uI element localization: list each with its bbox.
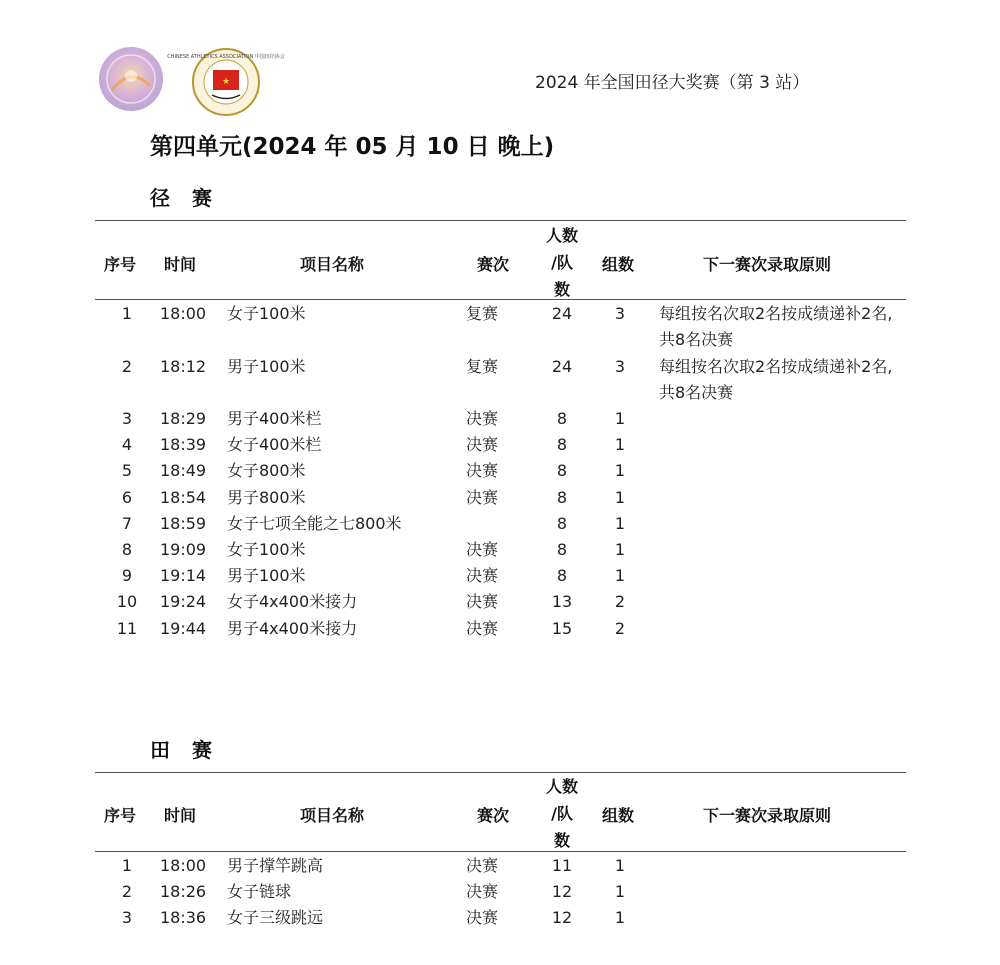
row-no: 1: [121, 856, 133, 875]
col-rule: 下一赛次录取原则: [703, 255, 832, 274]
row-round: 决赛: [466, 409, 499, 428]
row-no: 2: [121, 882, 133, 902]
col-time: 时间: [164, 255, 197, 274]
table-row: [0, 406, 1000, 432]
table-row: [0, 537, 1000, 563]
track-header-rule: [95, 299, 906, 300]
col-count-line2: /队: [551, 253, 573, 272]
row-time: 19:09: [160, 540, 207, 559]
row-groups: 1: [614, 856, 626, 875]
competition-logo: [98, 46, 164, 112]
table-row: [0, 432, 1000, 458]
row-time: 18:00: [160, 856, 207, 875]
row-round: 决赛: [466, 540, 499, 559]
row-no: 10: [116, 592, 138, 612]
row-round: 决赛: [466, 908, 499, 928]
cn-athletics-association-logo: [167, 48, 285, 116]
row-round: 决赛: [466, 461, 499, 481]
table-row: [0, 905, 1000, 931]
logo-lettering: CHINESE ATHLETICS ASSOCIATION 中国田径协会: [167, 54, 285, 60]
row-event-name: 男子撑竿跳高: [227, 856, 324, 875]
col-no: 序号: [104, 806, 137, 825]
table-row: [0, 301, 1000, 349]
row-count: 15: [551, 618, 573, 638]
row-count: 8: [556, 435, 568, 455]
col-groups: 组数: [602, 806, 635, 825]
row-event-name: 女子800米: [227, 461, 306, 481]
row-round: 决赛: [466, 592, 499, 612]
col-count-line3: 数: [553, 831, 570, 850]
event-title: 2024 年全国田径大奖赛（第 3 站）: [535, 73, 810, 93]
row-groups: 1: [614, 409, 626, 428]
row-no: 4: [121, 435, 133, 455]
col-rule: 下一赛次录取原则: [703, 806, 832, 825]
row-round: 决赛: [466, 566, 499, 586]
row-event-name: 男子4x400米接力: [227, 618, 358, 638]
table-row: [0, 563, 1000, 589]
col-count: [532, 222, 592, 303]
row-no: 11: [116, 618, 138, 638]
row-event-name: 男子400米栏: [227, 409, 322, 428]
row-time: 19:14: [160, 566, 207, 586]
col-name: 项目名称: [300, 806, 365, 825]
table-row: [0, 853, 1000, 879]
row-no: 7: [121, 513, 133, 533]
table-row: [0, 589, 1000, 615]
row-rule: 每组按名次取2名按成绩递补2名,共8名决赛: [659, 356, 893, 402]
row-no: 8: [121, 540, 133, 559]
row-time: 18:59: [160, 513, 207, 533]
row-count: 12: [551, 882, 573, 902]
row-time: 18:29: [160, 409, 207, 428]
row-time: 19:44: [160, 618, 207, 638]
row-event-name: 女子100米: [227, 304, 306, 323]
row-count: 8: [556, 513, 568, 533]
row-no: 2: [121, 356, 133, 376]
row-event-name: 男子100米: [227, 356, 306, 376]
col-name: 项目名称: [300, 255, 365, 274]
row-no: 9: [121, 566, 133, 586]
table-row: [0, 511, 1000, 537]
col-count-line3: 数: [553, 280, 570, 299]
row-time: 19:24: [160, 592, 207, 612]
col-no: 序号: [104, 255, 137, 274]
table-row: [0, 354, 1000, 402]
row-rule: 每组按名次取2名按成绩递补2名,共8名决赛: [659, 304, 893, 349]
table-row: [0, 485, 1000, 511]
row-event-name: 女子三级跳远: [227, 908, 324, 928]
row-time: 18:36: [160, 908, 207, 928]
row-round: 决赛: [466, 618, 499, 638]
row-event-name: 女子七项全能之七800米: [227, 513, 402, 533]
row-no: 3: [121, 409, 133, 428]
unit-title: 第四单元(2024 年 05 月 10 日 晚上): [150, 134, 555, 160]
col-count-line2: /队: [551, 804, 573, 823]
col-round: 赛次: [477, 255, 510, 274]
row-event-name: 女子100米: [227, 540, 306, 559]
row-round: 决赛: [466, 882, 499, 902]
row-time: 18:39: [160, 435, 207, 455]
row-groups: 1: [614, 487, 626, 507]
row-count: 8: [556, 461, 568, 481]
row-count: 13: [551, 592, 573, 612]
row-no: 6: [121, 487, 133, 507]
row-count: 8: [556, 540, 568, 559]
col-time: 时间: [164, 806, 197, 825]
row-event-name: 男子800米: [227, 487, 306, 507]
field-header-rule: [95, 851, 906, 852]
track-section-title: 径赛: [150, 186, 234, 210]
row-no: 3: [121, 908, 133, 928]
row-groups: 1: [614, 540, 626, 559]
row-groups: 1: [614, 513, 626, 533]
row-groups: 1: [614, 882, 626, 902]
row-groups: 3: [614, 304, 626, 323]
row-groups: 1: [614, 566, 626, 586]
field-top-rule: [95, 772, 906, 773]
row-time: 18:26: [160, 882, 207, 902]
row-count: 8: [556, 487, 568, 507]
row-count: 11: [551, 856, 573, 875]
row-event-name: 女子链球: [227, 882, 292, 902]
row-groups: 2: [614, 592, 626, 612]
row-time: 18:12: [160, 356, 207, 376]
row-groups: 1: [614, 908, 626, 928]
field-section-title: 田赛: [150, 738, 234, 762]
row-round: 复赛: [466, 304, 499, 323]
row-round: 决赛: [466, 487, 499, 507]
col-count-line1: 人数: [545, 226, 578, 245]
row-time: 18:00: [160, 304, 207, 323]
row-time: 18:49: [160, 461, 207, 481]
col-count-line1: 人数: [545, 777, 578, 796]
row-event-name: 男子100米: [227, 566, 306, 586]
row-count: 12: [551, 908, 573, 928]
row-groups: 3: [614, 356, 626, 376]
col-groups: 组数: [602, 255, 635, 274]
col-round: 赛次: [477, 806, 510, 825]
row-groups: 2: [614, 618, 626, 638]
row-round: 决赛: [466, 435, 499, 455]
svg-text:★: ★: [221, 77, 231, 87]
row-count: 8: [556, 566, 568, 586]
track-top-rule: [95, 220, 906, 221]
row-round: 决赛: [466, 856, 499, 875]
row-time: 18:54: [160, 487, 207, 507]
row-count: 8: [556, 409, 568, 428]
table-row: [0, 458, 1000, 484]
row-no: 1: [121, 304, 133, 323]
row-count: 24: [551, 356, 573, 376]
table-row: [0, 616, 1000, 642]
row-count: 24: [551, 304, 573, 323]
row-round: 复赛: [466, 356, 499, 376]
row-groups: 1: [614, 435, 626, 455]
table-row: [0, 879, 1000, 905]
row-event-name: 女子4x400米接力: [227, 592, 358, 612]
col-count: [532, 773, 592, 854]
row-event-name: 女子400米栏: [227, 435, 322, 455]
row-groups: 1: [614, 461, 626, 481]
row-no: 5: [121, 461, 133, 481]
